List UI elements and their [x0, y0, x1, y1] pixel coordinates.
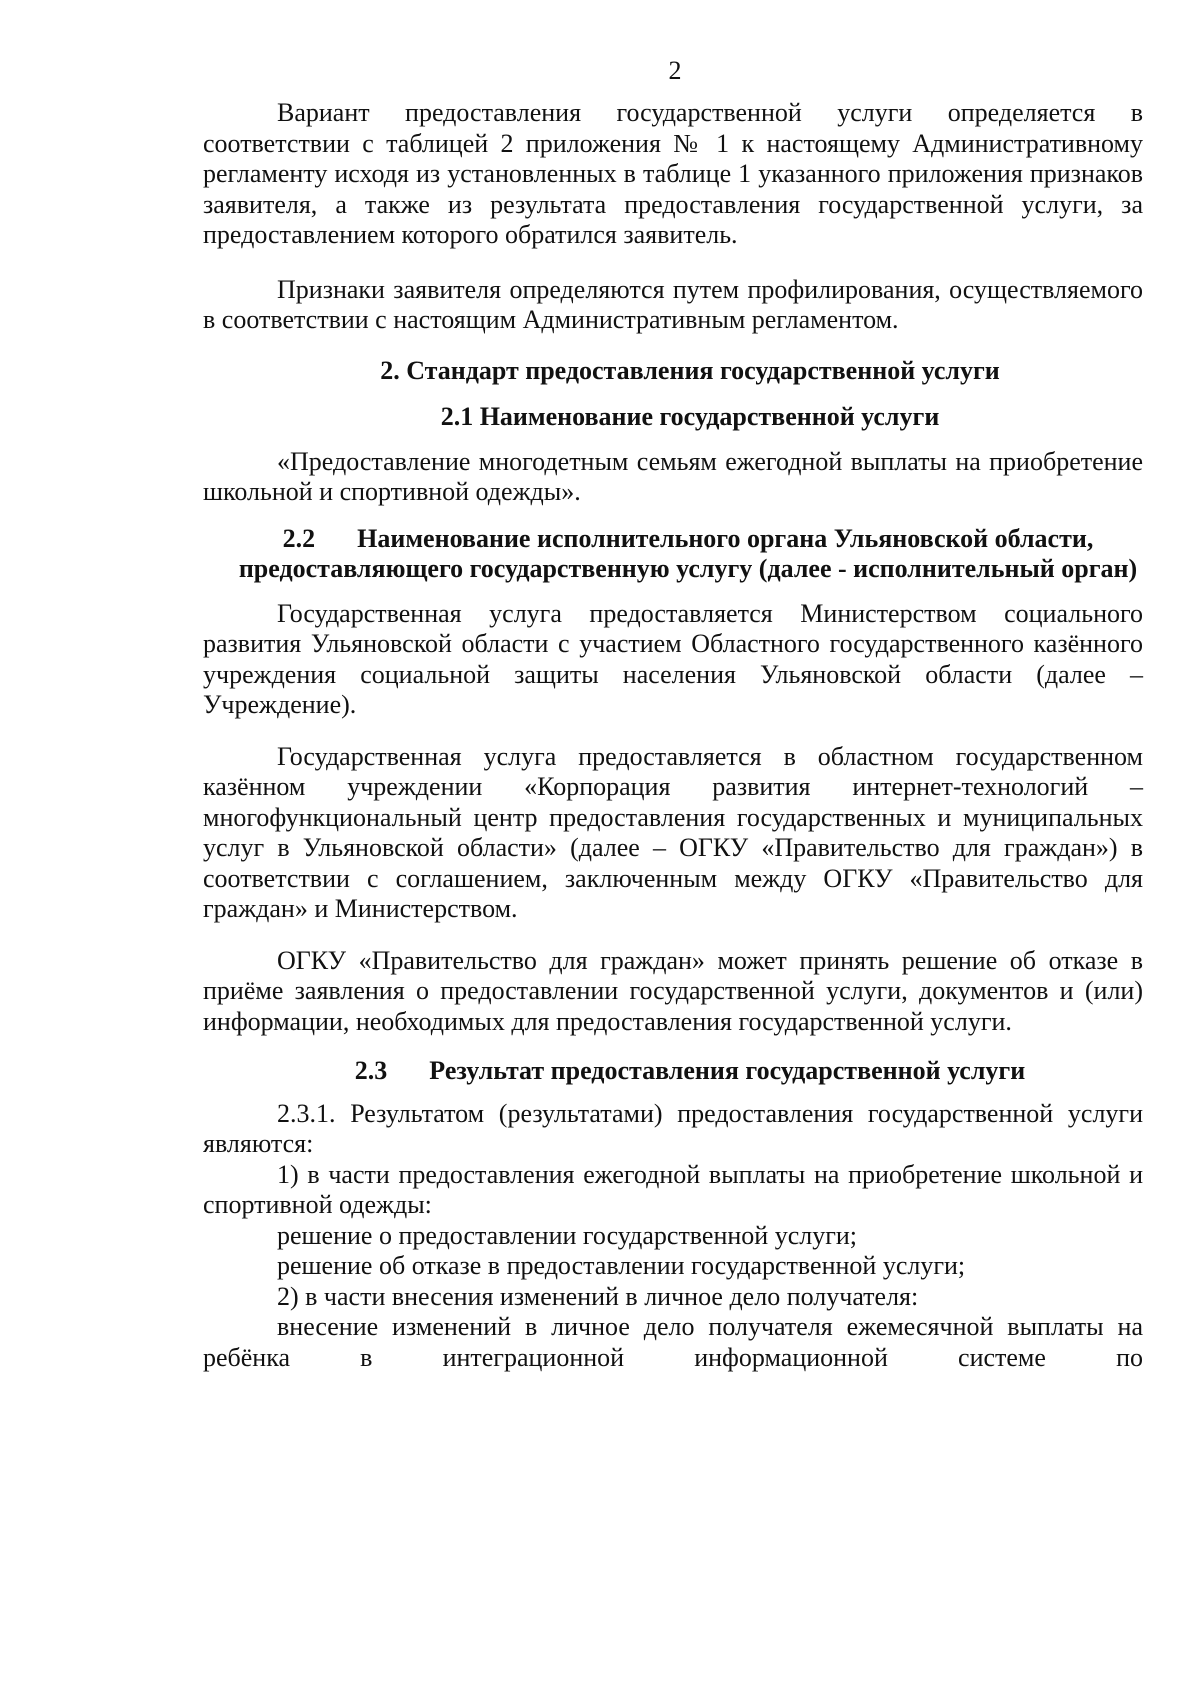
- service-name-paragraph: «Предоставление многодетным семьям ежегодной выплаты на приобретение школьной и спортивной одежды».: [203, 446, 1143, 506]
- paragraph-variant: Вариант предоставления государственной услуги определяется в соответствии с таблицей 2 приложения № 1 к настоящему Административному регламенту исходя из установленных в таблице 1 указанного приложения признаков заявителя, а также из результата предоставления государственной услуги, за предоставлением которого обратился заявитель.: [203, 98, 1143, 249]
- section-2-2-heading-text: Наименование исполнительного органа Ульяновской области, предоставляющего государственную услугу (далее - исполнительный орган): [238, 523, 1138, 583]
- section-2-2-number: 2.2: [282, 523, 316, 553]
- page-number: 2: [668, 56, 682, 85]
- section-2-3-heading-text: Результат предоставления государственной услуги: [429, 1056, 1026, 1085]
- section-2-2-title: [203, 524, 1143, 585]
- section-2-3-title: [203, 1056, 1143, 1087]
- result-line-changes: внесение изменений в личное дело получателя ежемесячной выплаты на ребёнка в интеграционной информационной системе по: [203, 1312, 1143, 1372]
- section-2-1-title: 2.1 Наименование государственной услуги: [440, 402, 940, 431]
- section-2-3-number: 2.3: [354, 1056, 388, 1085]
- paragraph-ministry: Государственная услуга предоставляется Министерством социального развития Ульяновской области с участием Областного государственного казённого учреждения социальной защиты населения Ульяновской области (далее – Учреждение).: [203, 598, 1143, 719]
- result-line-intro: 2.3.1. Результатом (результатами) предоставления государственной услуги являются:: [203, 1098, 1143, 1158]
- section-2-title: 2. Стандарт предоставления государственной услуги: [380, 355, 1000, 385]
- paragraph-mfc: Государственная услуга предоставляется в областном государственном казённом учреждении «Корпорация развития интернет-технологий – многофункциональный центр предоставления государственных и муниципальных услуг в Ульяновской области» (далее – ОГКУ «Правительство для граждан») в соответствии с соглашением, заключенным между ОГКУ «Правительство для граждан» и Министерством.: [203, 741, 1143, 923]
- result-line-part-1: 1) в части предоставления ежегодной выплаты на приобретение школьной и спортивной одежды:: [203, 1159, 1143, 1219]
- result-line-decision-grant: решение о предоставлении государственной услуги;: [277, 1220, 858, 1250]
- paragraph-refusal: ОГКУ «Правительство для граждан» может принять решение об отказе в приёме заявления о предоставлении государственной услуги, документов и (или) информации, необходимых для предоставления государственной услуги.: [203, 945, 1143, 1036]
- document-body: [203, 98, 1143, 1373]
- result-line-part-2: 2) в части внесения изменений в личное дело получателя:: [277, 1281, 919, 1311]
- result-line-decision-refuse: решение об отказе в предоставлении государственной услуги;: [277, 1251, 966, 1280]
- paragraph-applicant-signs: Признаки заявителя определяются путем профилирования, осуществляемого в соответствии с настоящим Административным регламентом.: [203, 274, 1143, 334]
